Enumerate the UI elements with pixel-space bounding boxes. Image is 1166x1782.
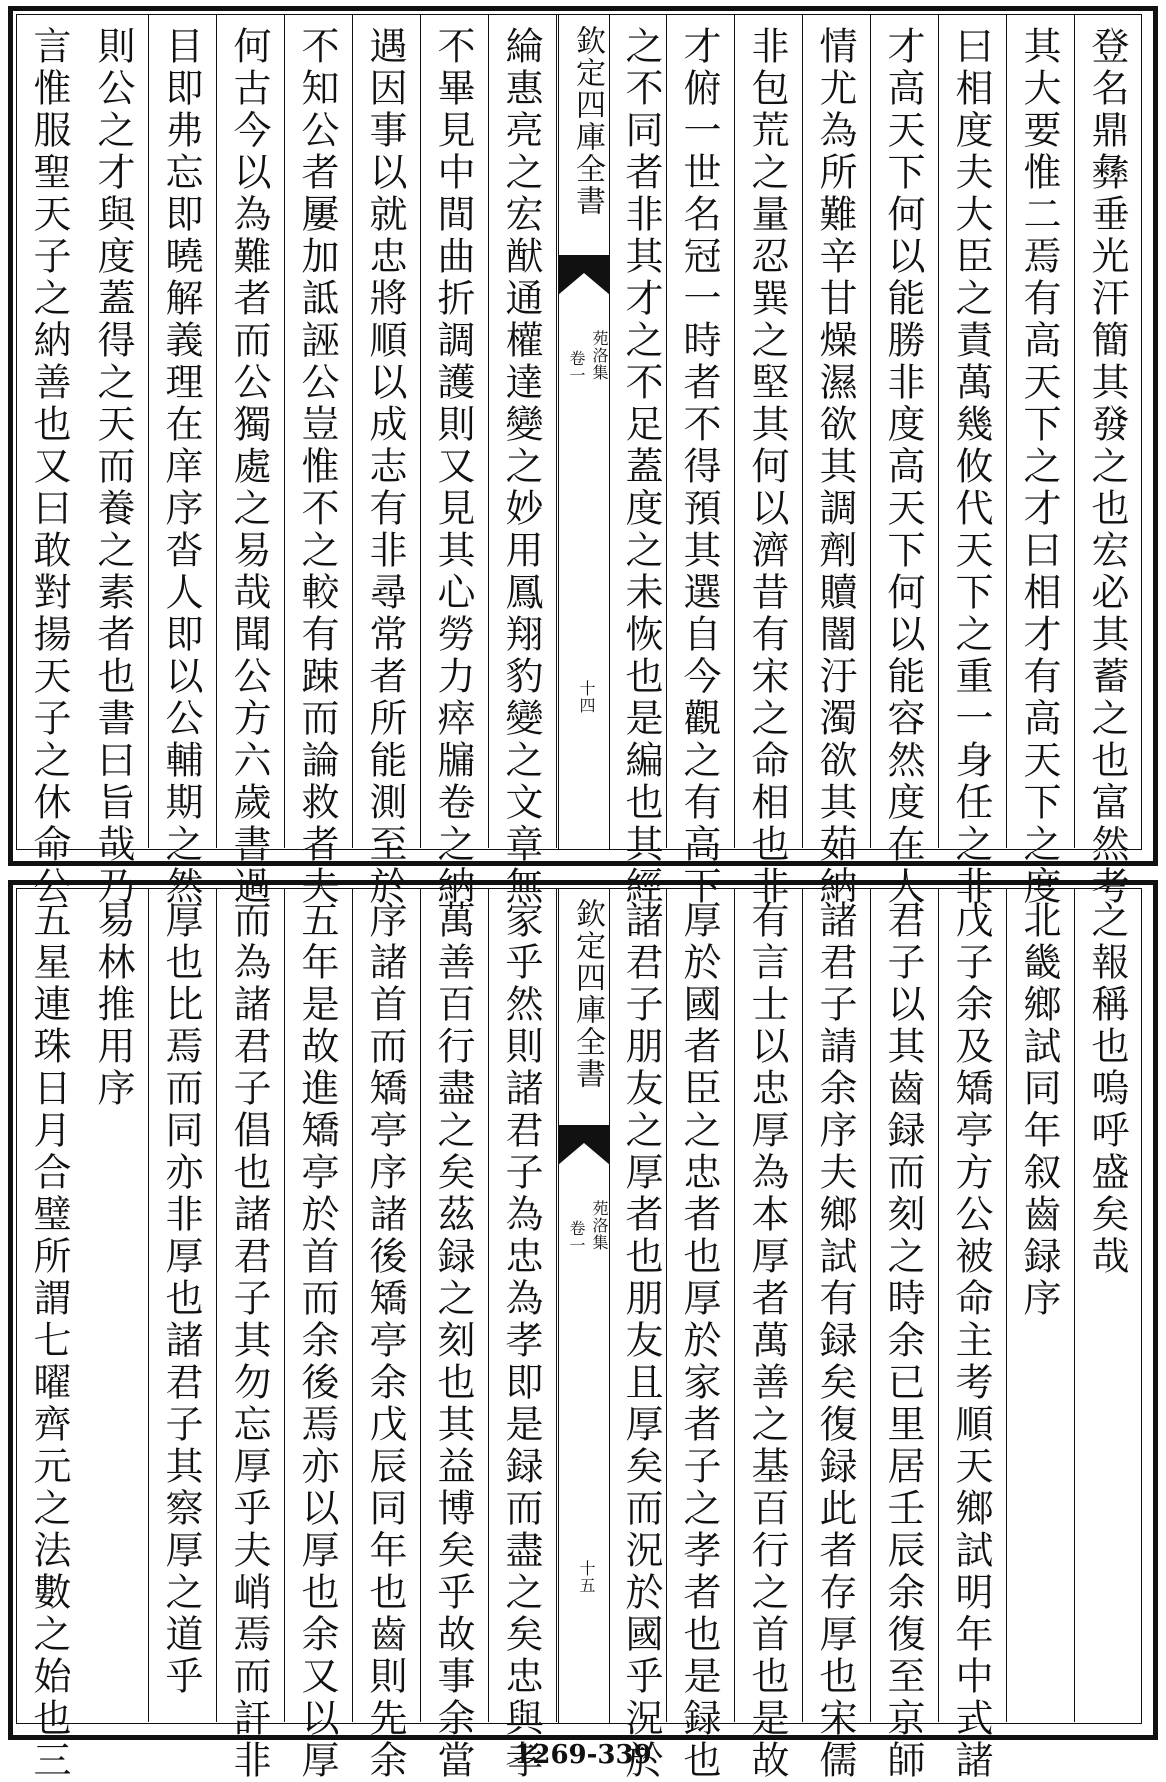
- upper-text-column: 不知公者屢加詆誣公豈惟不之較有踈而論救者夫: [295, 26, 339, 908]
- upper-text-column: 綸惠亮之宏猷通權達變之妙用鳳翔豹變之文章無: [499, 26, 543, 908]
- lower-text-column: 序諸首而矯亭序諸後矯亭余戊辰同年也齒則先余: [363, 900, 407, 1782]
- lower-column-rule: [556, 888, 557, 1722]
- upper-text-column: 情尤為所難辛甘燥濕欲其調劑贖闇汙濁欲其茹納: [813, 26, 857, 908]
- upper-text-column: 不畢見中間曲折調護則又見其心勞力瘁牖卷之納: [431, 26, 475, 908]
- lower-text-column: 有言士以忠厚為本厚者萬善之基百行之首也是故: [745, 900, 789, 1782]
- lower-center-title: 欽定四庫全書: [570, 898, 605, 1090]
- lower-column-rule: [420, 888, 421, 1722]
- lower-column-rule: [148, 888, 149, 1722]
- lower-center-book: 苑洛集: [590, 1200, 609, 1251]
- upper-text-column: 則公之才與度蓋得之天而養之素者也書曰旨哉乃: [91, 26, 135, 908]
- upper-text-column: 言惟服聖天子之納善也又曰敢對揚天子之休命公: [27, 26, 71, 908]
- upper-text-column: 非包荒之量忍巽之堅其何以濟昔有宋之命相也非: [745, 26, 789, 908]
- lower-text-column: 諸君子朋友之厚者也朋友且厚矣而況於國乎況於: [619, 900, 663, 1782]
- lower-text-column: 之報稱也嗚呼盛矣哉: [1085, 900, 1129, 1278]
- lower-text-column: 五年是故進矯亭於首而余後焉亦以厚也余又以厚: [295, 900, 339, 1782]
- upper-text-column: 目即弗忘即曉解義理在庠序沓人即以公輔期之然: [159, 26, 203, 908]
- lower-text-column: 而為諸君子倡也諸君子其勿忘厚乎夫峭焉而訐非: [227, 900, 271, 1782]
- lower-center-volume: 卷一: [567, 1220, 586, 1254]
- upper-text-column: 才高天下何以能勝非度高天下何以能容然度在人: [881, 26, 925, 908]
- lower-text-column: 君子以其齒録而刻之時余已里居壬辰余復至京師: [881, 900, 925, 1782]
- lower-column-rule: [488, 888, 489, 1722]
- page-footer-number: 1269-339: [514, 1740, 652, 1770]
- upper-text-column: 其大要惟二焉有高天下之才曰相才有高天下之度: [1017, 26, 1061, 908]
- lower-column-rule: [284, 888, 285, 1722]
- lower-text-column: 萬善百行盡之矣茲録之刻也其益博矣乎故事余當: [431, 900, 475, 1782]
- upper-center-page-number: 十四: [577, 680, 596, 714]
- lower-center-page-number: 十五: [577, 1560, 596, 1594]
- lower-column-rule: [1074, 888, 1075, 1722]
- upper-center-volume: 卷一: [567, 350, 586, 384]
- lower-text-column: 諸君子請余序夫鄉試有録矣復録此者存厚也宋儒: [813, 900, 857, 1782]
- lower-column-rule: [734, 888, 735, 1722]
- upper-text-column: 何古今以為難者而公獨處之易哉聞公方六歲書過: [227, 26, 271, 908]
- lower-column-rule: [870, 888, 871, 1722]
- lower-text-column: 北畿鄉試同年叙齒録序: [1017, 900, 1061, 1320]
- lower-text-column: 家乎然則諸君子為忠為孝即是録而盡之矣忠與孝: [499, 900, 543, 1782]
- upper-text-column: 登名鼎彝垂光汗簡其發之也宏必其蓄之也富然考: [1085, 26, 1129, 908]
- upper-text-column: 曰相度夫大臣之責萬幾攸代天下之重一身任之非: [949, 26, 993, 908]
- lower-column-rule: [938, 888, 939, 1722]
- lower-text-column: 厚也比焉而同亦非厚也諸君子其察厚之道乎: [159, 900, 203, 1698]
- lower-fish-tail-ornament: [558, 1125, 610, 1165]
- upper-center-title: 欽定四庫全書: [570, 25, 605, 217]
- upper-center-book: 苑洛集: [590, 330, 609, 381]
- upper-text-column: 遇因事以就忠將順以成志有非尋常者所能測至於: [363, 26, 407, 908]
- lower-text-column: 易林推用序: [91, 900, 135, 1110]
- lower-column-rule: [802, 888, 803, 1722]
- lower-text-column: 五星連珠日月合璧所謂七曜齊元之法數之始也三: [27, 900, 71, 1782]
- lower-text-column: 厚於國者臣之忠者也厚於家者子之孝者也是録也: [677, 900, 721, 1782]
- lower-column-rule: [666, 888, 667, 1722]
- lower-column-rule: [1006, 888, 1007, 1722]
- lower-column-rule: [216, 888, 217, 1722]
- upper-text-column: 才俯一世名冠一時者不得預其選自今觀之有高下: [677, 26, 721, 908]
- upper-text-column: 之不同者非其才之不足蓋度之未恢也是編也其經: [619, 26, 663, 908]
- lower-column-rule: [352, 888, 353, 1722]
- lower-text-column: 戊子余及矯亭方公被命主考順天鄉試明年中式諸: [949, 900, 993, 1782]
